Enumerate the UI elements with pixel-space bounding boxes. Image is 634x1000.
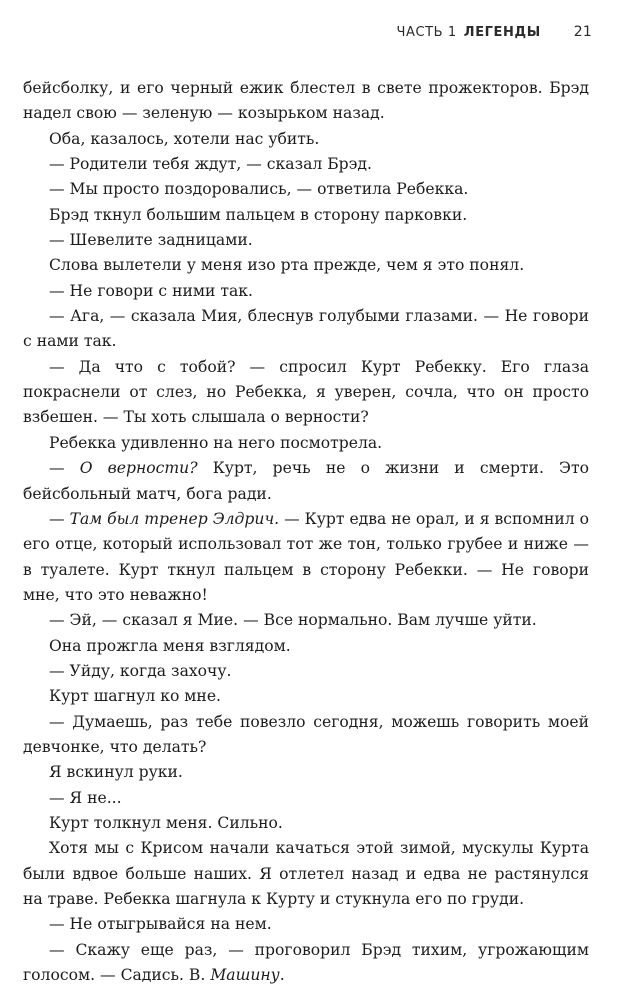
text-run: — Не говори с ними так. [49, 281, 253, 300]
text-run: Хотя мы с Крисом начали качаться этой зимой, мускулы Курта были вдвое больше наших. Я отлетел назад и едва не растянулся на траве. Ребекка шагнула к Курту и стукнула его по груди. [23, 839, 589, 908]
text-run: — Скажу еще раз, — проговорил Брэд тихим, угрожающим голосом. — Садись. В. [23, 940, 589, 985]
text-run: — Курт едва не орал, и я вспомнил о его отце, который использовал тот же тон, только грубее и ниже — в туалете. Курт ткнул пальцем в сторону Ребекки. — Не говори мне, что это неважно! [23, 509, 589, 604]
paragraph [23, 279, 589, 304]
paragraph [23, 912, 589, 937]
text-run: Слова вылетели у меня изо рта прежде, чем я это понял. [49, 256, 525, 275]
text-run: Оба, казалось, хотели нас убить. [49, 129, 320, 148]
paragraph [23, 431, 589, 456]
paragraph [23, 76, 589, 127]
page-number: 21 [573, 24, 592, 40]
paragraph [23, 177, 589, 202]
text-run: — Ага, — сказала Мия, блеснув голубыми глазами. — Не говори с нами так. [23, 307, 589, 351]
text-run: — Мы просто поздоровались, — ответила Ребекка. [49, 180, 469, 199]
text-run: Курт, речь не о жизни и смерти. Это бейсбольный матч, бога ради. [23, 459, 589, 503]
paragraph [23, 659, 589, 684]
text-run: Я вскинул руки. [49, 763, 183, 782]
paragraph [23, 608, 589, 633]
text-run: Курт шагнул ко мне. [49, 687, 222, 706]
text-run: — Эй, — сказал я Мие. — Все нормально. Вам лучше уйти. [49, 611, 537, 630]
paragraph [23, 811, 589, 836]
paragraph [23, 507, 589, 608]
paragraph [23, 786, 589, 811]
text-run: Она прожгла меня взглядом. [49, 636, 291, 655]
text-run: — Шевелите задницами. [49, 231, 253, 250]
text-run: — Думаешь, раз тебе повезло сегодня, можешь говорить моей девчонке, что делать? [23, 712, 589, 756]
paragraph [23, 684, 589, 709]
text-run: — Не отыгрывайся на нем. [49, 915, 272, 934]
text-run: — [49, 459, 80, 478]
paragraph [23, 228, 589, 253]
section-title: ЛЕГЕНДЫ [463, 25, 541, 40]
body-text [23, 76, 589, 988]
italic-text-run: Там был тренер Элдрич. [69, 509, 280, 528]
paragraph [23, 456, 589, 507]
text-run: — Да что с тобой? — спросил Курт Ребекку. Его глаза покраснели от слез, но Ребекка, я уверен, сочла, что он просто взбешен. — Ты хоть слышала о верности? [23, 357, 589, 427]
italic-text-run: О верности? [79, 459, 198, 478]
paragraph [23, 152, 589, 177]
text-run: . [279, 966, 285, 985]
running-header [396, 24, 592, 46]
text-run: — Уйду, когда захочу. [49, 661, 232, 680]
text-run: бейсболку, и его черный ежик блестел в свете прожекторов. Брэд надел свою — зеленую — козырьком назад. [23, 79, 589, 123]
text-run: Ребекка удивленно на него посмотрела. [49, 433, 383, 452]
paragraph [23, 127, 589, 152]
italic-text-run: Машину [210, 966, 280, 985]
text-run: Брэд ткнул большим пальцем в сторону парковки. [49, 205, 468, 224]
paragraph [23, 710, 589, 761]
paragraph [23, 355, 589, 431]
paragraph [23, 304, 589, 355]
paragraph [23, 634, 589, 659]
text-run: — [49, 509, 70, 528]
paragraph [23, 836, 589, 912]
paragraph [23, 760, 589, 785]
paragraph [23, 938, 589, 989]
text-run: Курт толкнул меня. Сильно. [49, 813, 283, 832]
paragraph [23, 203, 589, 228]
part-label: ЧАСТЬ 1 [396, 25, 457, 40]
text-run: — Родители тебя ждут, — сказал Брэд. [49, 155, 372, 174]
paragraph [23, 253, 589, 278]
text-run: — Я не... [49, 788, 122, 807]
